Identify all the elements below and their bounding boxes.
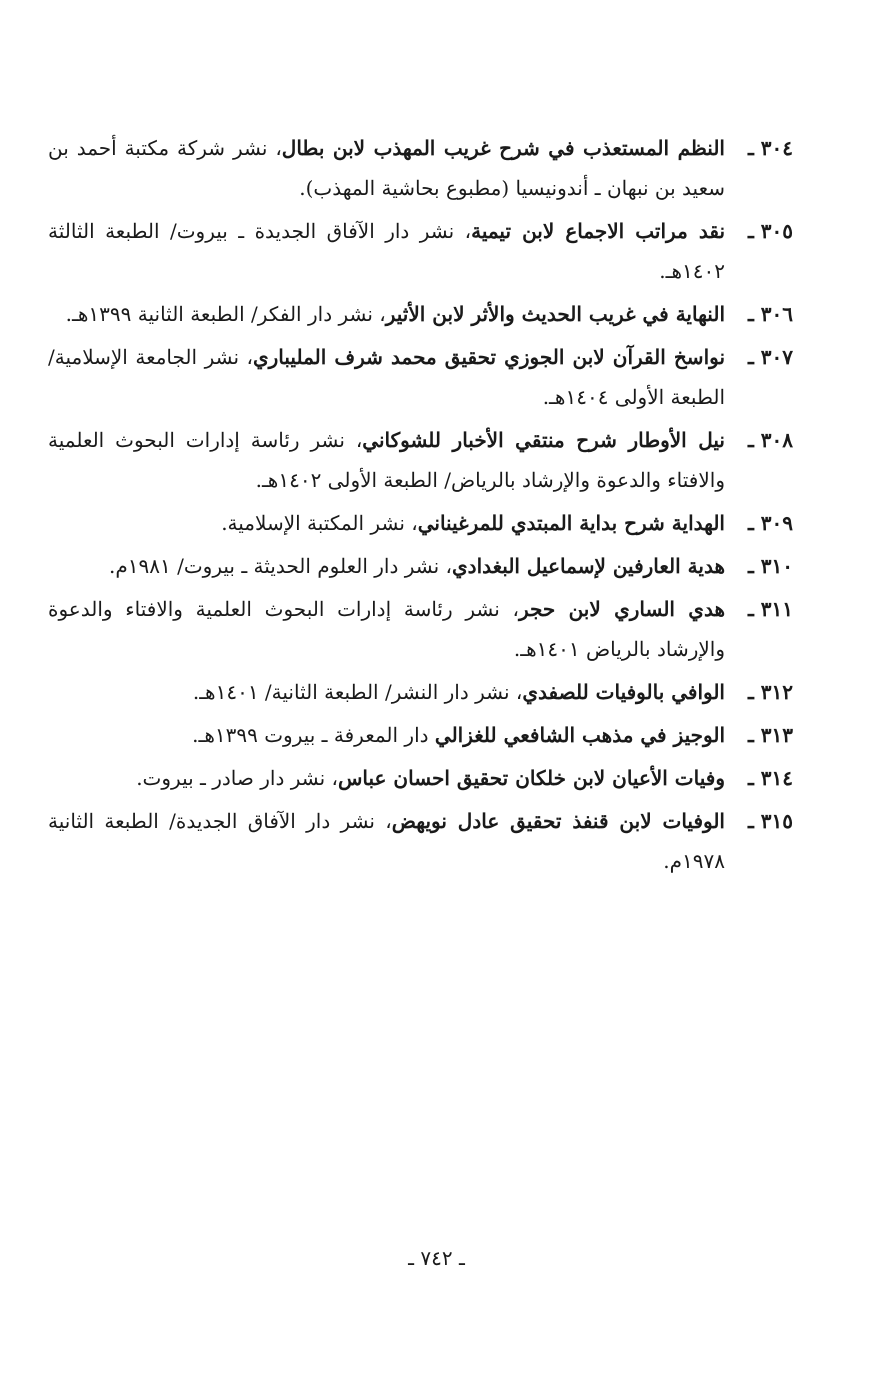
entry-number: ٣٠٤ ـ — [747, 136, 793, 160]
entry-details: نشر دار العلوم الحديثة ـ بيروت/ ١٩٨١م. — [109, 554, 440, 578]
entry-number: ٣٠٩ ـ — [747, 511, 793, 535]
bibliography-entry — [48, 294, 793, 334]
page-number: ـ ٧٤٢ ـ — [408, 1246, 465, 1270]
bibliography-entry — [48, 503, 793, 543]
entry-title: نقد مراتب الاجماع لابن تيمية — [471, 219, 726, 243]
entry-details: دار المعرفة ـ بيروت ١٣٩٩هـ. — [192, 723, 429, 747]
bibliography-entry — [48, 211, 793, 291]
entry-number: ٣١٠ ـ — [747, 554, 793, 578]
entry-separator: ، — [454, 219, 472, 243]
bibliography-entry — [48, 589, 793, 669]
entry-title: هدي الساري لابن حجر — [518, 597, 726, 621]
entry-title: نواسخ القرآن لابن الجوزي تحقيق محمد شرف المليباري — [252, 345, 726, 369]
entry-number: ٣١٣ ـ — [747, 723, 793, 747]
entry-separator: ، — [374, 809, 392, 833]
bibliography-entry — [48, 546, 793, 586]
entry-details: نشر دار الآفاق الجديدة/ الطبعة الثانية ١٩٧٨م. — [48, 809, 725, 873]
entry-title: النهاية في غريب الحديث والأثر لابن الأثير — [385, 302, 725, 326]
entry-title: الوافي بالوفيات للصفدي — [522, 680, 725, 704]
entry-separator: ، — [372, 302, 386, 326]
bibliography-entry — [48, 801, 793, 881]
bibliography-entry — [48, 128, 793, 208]
entry-details: نشر دار الآفاق الجديدة ـ بيروت/ الطبعة الثالثة ١٤٠٢هـ. — [48, 219, 725, 283]
entry-title: النظم المستعذب في شرح غريب المهذب لابن بطال — [281, 136, 725, 160]
entry-title: الهداية شرح بداية المبتدي للمرغيناني — [417, 511, 725, 535]
entry-details: نشر شركة مكتبة أحمد بن سعيد بن نبهان ـ أندونيسيا (مطبوع بحاشية المهذب). — [48, 136, 725, 200]
entry-title: الوجيز في مذهب الشافعي للغزالي — [434, 723, 725, 747]
entry-details: نشر رئاسة إدارات البحوث العلمية والافتاء والدعوة والإرشاد بالرياض/ الطبعة الأولى ١٤٠٢هـ. — [48, 428, 725, 492]
bibliography-entry — [48, 758, 793, 798]
entry-details: نشر دار الفكر/ الطبعة الثانية ١٣٩٩هـ. — [65, 302, 373, 326]
entry-number: ٣١٢ ـ — [747, 680, 793, 704]
entry-details: نشر المكتبة الإسلامية. — [221, 511, 405, 535]
entry-separator: ، — [404, 511, 418, 535]
entry-number: ٣٠٥ ـ — [747, 219, 793, 243]
entry-separator: ، — [267, 136, 282, 160]
entry-separator: ، — [239, 345, 253, 369]
entry-separator: ، — [344, 428, 363, 452]
entry-number: ٣٠٦ ـ — [747, 302, 793, 326]
entry-number: ٣١٥ ـ — [747, 809, 793, 833]
entry-number: ٣١١ ـ — [747, 597, 793, 621]
entry-title: وفيات الأعيان لابن خلكان تحقيق احسان عباس — [337, 766, 725, 790]
bibliography-list — [48, 128, 793, 884]
entry-details: نشر دار النشر/ الطبعة الثانية/ ١٤٠١هـ. — [192, 680, 510, 704]
entry-details: نشر الجامعة الإسلامية/ الطبعة الأولى ١٤٠٤هـ. — [48, 345, 725, 409]
entry-title: هدية العارفين لإسماعيل البغدادي — [452, 554, 725, 578]
bibliography-entry — [48, 715, 793, 755]
entry-details: نشر رئاسة إدارات البحوث العلمية والافتاء والدعوة والإرشاد بالرياض ١٤٠١هـ. — [48, 597, 725, 661]
entry-separator: ، — [439, 554, 453, 578]
entry-title: نيل الأوطار شرح منتقي الأخبار للشوكاني — [362, 428, 725, 452]
bibliography-entry — [48, 337, 793, 417]
bibliography-entry — [48, 420, 793, 500]
bibliography-entry — [48, 672, 793, 712]
entry-details: نشر دار صادر ـ بيروت. — [136, 766, 326, 790]
entry-separator: ، — [509, 680, 523, 704]
entry-separator: ، — [499, 597, 519, 621]
entry-number: ٣١٤ ـ — [747, 766, 793, 790]
entry-separator: ، — [325, 766, 338, 790]
entry-title: الوفيات لابن قنفذ تحقيق عادل نويهض — [391, 809, 725, 833]
entry-number: ٣٠٨ ـ — [747, 428, 793, 452]
entry-number: ٣٠٧ ـ — [747, 345, 793, 369]
